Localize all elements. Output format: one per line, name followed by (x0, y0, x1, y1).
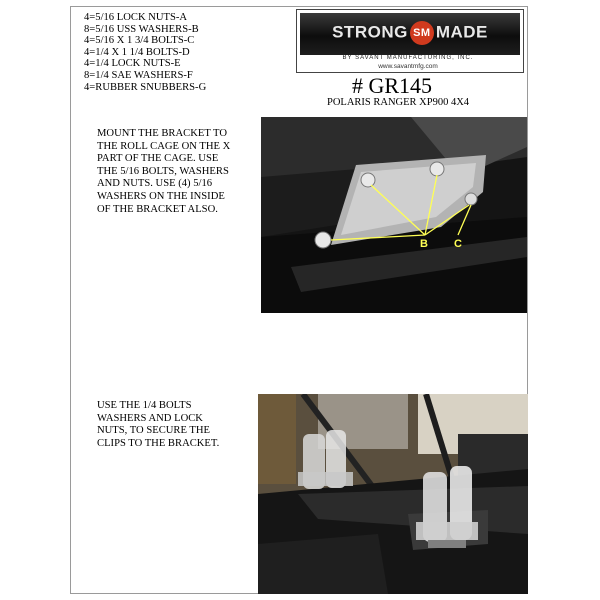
step-2-text: USE THE 1/4 BOLTS WASHERS AND LOCK NUTS, TO SECURE THE CLIPS TO THE BRACKET. (97, 400, 220, 449)
vehicle-name: POLARIS RANGER XP900 4X4 (327, 97, 470, 108)
parts-list-item: 4=1/4 X 1 1/4 BOLTS-D (84, 46, 190, 58)
clips-illustration (258, 394, 528, 594)
logo-made: MADE (435, 22, 488, 42)
logo-strong: STRONG (332, 22, 408, 42)
logo-subtitle: BY SAVANT MANUFACTURING, INC. (342, 55, 474, 61)
logo-banner (300, 13, 520, 55)
clips-installed-photo (258, 394, 528, 594)
callout-label-c: C (454, 238, 462, 250)
logo-url: www.savantmfg.com (378, 63, 438, 70)
step-1-text: MOUNT THE BRACKET TO THE ROLL CAGE ON THE X PART OF THE CAGE. USE THE 5/16 BOLTS, WASHERS AND NUTS. USE (4) 5/16 WASHERS ON THE INSIDE OF THE BRACKET ALSO. (97, 128, 231, 215)
bracket-mount-illustration (261, 117, 527, 313)
parts-list-item: 4=5/16 LOCK NUTS-A (84, 12, 188, 23)
model-number: # GR145 (352, 73, 433, 98)
callout-label-b: B (420, 238, 428, 250)
parts-list-item: 4=1/4 LOCK NUTS-E (84, 58, 181, 70)
parts-list (84, 12, 206, 93)
brand-logo (296, 9, 524, 73)
parts-list-item: 8=5/16 USS WASHERS-B (84, 23, 199, 35)
parts-list-item: 4=5/16 X 1 3/4 BOLTS-C (84, 35, 195, 47)
parts-list-item: 8=1/4 SAE WASHERS-F (84, 69, 193, 81)
logo-wordmark (300, 21, 520, 45)
parts-list-item: 4=RUBBER SNUBBERS-G (84, 81, 207, 93)
bracket-mount-photo (261, 117, 527, 313)
logo-badge: SM (410, 21, 434, 45)
